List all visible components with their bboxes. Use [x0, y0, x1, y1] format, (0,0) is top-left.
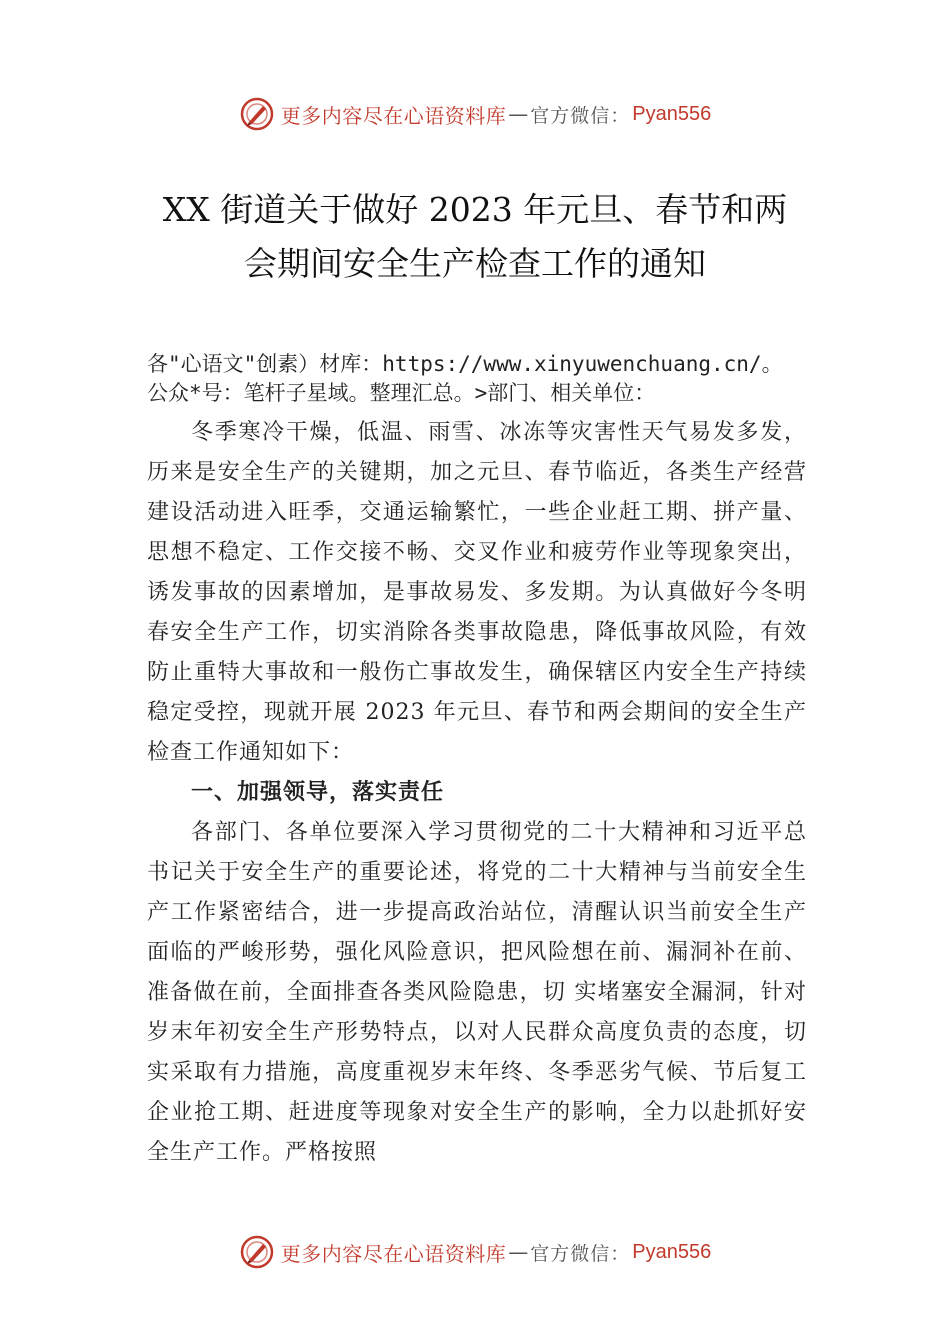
document-body: [147, 413, 807, 1173]
title-line-2: 会期间安全生产检查工作的通知: [244, 244, 706, 283]
paragraph-intro: 冬季寒冷干燥，低温、雨雪、冰冻等灾害性天气易发多发，历来是安全生产的关键期，加之元旦、春节临近，各类生产经营建设活动进入旺季，交通运输繁忙，一些企业赶工期、拼产量、思想不稳定、工作交接不畅、交叉作业和疲劳作业等现象突出，诱发事故的因素增加，是事故易发、多发期。为认真做好今冬明春安全生产工作，切实消除各类事故隐患，降低事故风险，有效防止重特大事故和一般伤亡事故发生，确保辖区内安全生产持续稳定受控，现就开展 2023 年元旦、春节和两会期间的安全生产检查工作通知如下：: [147, 420, 807, 765]
watermark-banner-top: [0, 92, 950, 136]
watermark-label: 官方微信：: [530, 104, 631, 127]
watermark-label: 官方微信：: [530, 1242, 631, 1265]
watermark-separator: —: [508, 102, 529, 126]
title-line-1: XX 街道关于做好 2023 年元旦、春节和两: [162, 190, 788, 229]
paragraph-section-1: 各部门、各单位要深入学习贯彻党的二十大精神和习近平总书记关于安全生产的重要论述，将党的二十大精神与当前安全生产工作紧密结合，进一步提高政治站位，清醒认识当前安全生产面临的严峻形势，强化风险意识，把风险想在前、漏洞补在前、准备做在前，全面排查各类风险隐患，切 实堵塞安全漏洞，针对岁末年初安全生产形势特点，以对人民群众高度负责的态度，切实采取有力措施，高度重视岁末年终、冬季恶劣气候、节后复工企业抢工期、赶进度等现象对安全生产的影响，全力以赴抓好安全生产工作。严格按照: [147, 820, 807, 1165]
watermark-text: 更多内容尽在心语资料库: [280, 103, 507, 128]
watermark-banner-bottom: [0, 1230, 950, 1274]
watermark-wechat-id: Pyan556: [632, 1240, 712, 1263]
logo-icon: [239, 1234, 275, 1270]
salutation-line-1: 各"心语文"创素）材库：https://www.xinyuwenchuang.cn/。: [147, 352, 783, 376]
salutation-line-2: 公众*号：笔杆子星域。整理汇总。>部门、相关单位：: [147, 381, 656, 405]
section-heading-1: 一、加强领导，落实责任: [191, 780, 445, 805]
watermark-text: 更多内容尽在心语资料库: [280, 1241, 507, 1266]
watermark-separator: —: [508, 1240, 529, 1264]
watermark-wechat-id: Pyan556: [632, 102, 712, 125]
salutation: [147, 350, 837, 408]
logo-icon: [239, 96, 275, 132]
document-title: [100, 183, 850, 291]
